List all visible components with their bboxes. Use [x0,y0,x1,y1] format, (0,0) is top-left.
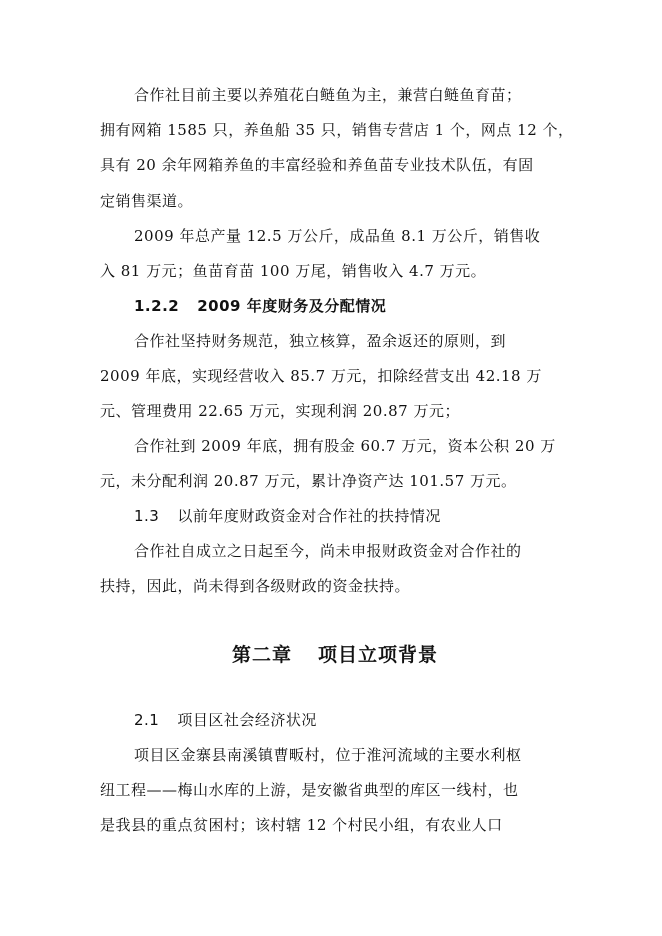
section-heading-2-1 [134,710,317,730]
paragraph-line: 合作社目前主要以养殖花白鲢鱼为主，兼营白鲢鱼育苗； [134,86,522,104]
paragraph-line: 合作社到 2009 年底，拥有股金 60.7 万元，资本公积 20 万 [134,437,556,455]
paragraph-line: 扶持，因此，尚未得到各级财政的资金扶持。 [100,577,411,595]
section-title: 2009 年度财务及分配情况 [197,297,387,315]
chapter-number: 第二章 [232,644,293,666]
paragraph-line: 2009 年底，实现经营收入 85.7 万元，扣除经营支出 42.18 万 [100,367,542,385]
paragraph-line: 是我县的重点贫困村；该村辖 12 个村民小组，有农业人口 [100,816,503,834]
section-number: 2.1 [134,711,160,729]
section-heading-1-3 [134,506,441,526]
section-heading-1-2-2 [134,296,386,316]
paragraph-line: 拥有网箱 1585 只，养鱼船 35 只，销售专营店 1 个，网点 12 个， [100,121,574,139]
section-title: 以前年度财政资金对合作社的扶持情况 [177,507,441,525]
paragraph-line: 具有 20 余年网箱养鱼的丰富经验和养鱼苗专业技术队伍，有固 [100,156,534,174]
section-title: 项目区社会经济状况 [177,711,317,729]
paragraph-line: 入 81 万元；鱼苗育苗 100 万尾，销售收入 4.7 万元。 [100,262,487,280]
paragraph-line: 2009 年总产量 12.5 万公斤，成品鱼 8.1 万公斤，销售收 [134,227,541,245]
paragraph-line: 定销售渠道。 [100,192,194,210]
paragraph-line: 合作社自成立之日起至今，尚未申报财政资金对合作社的 [134,542,522,560]
section-number: 1.3 [134,507,160,525]
section-number: 1.2.2 [134,297,180,315]
chapter-heading [232,643,438,667]
chapter-title: 项目立项背景 [318,644,439,666]
paragraph-line: 纽工程——梅山水库的上游，是安徽省典型的库区一线村，也 [100,781,519,799]
paragraph-line: 合作社坚持财务规范，独立核算，盈余返还的原则，到 [134,332,507,350]
paragraph-line: 元，未分配利润 20.87 万元，累计净资产达 101.57 万元。 [100,472,517,490]
paragraph-line: 项目区金寨县南溪镇曹畈村，位于淮河流域的主要水利枢 [134,746,522,764]
paragraph-line: 元、管理费用 22.65 万元，实现利润 20.87 万元； [100,402,460,420]
